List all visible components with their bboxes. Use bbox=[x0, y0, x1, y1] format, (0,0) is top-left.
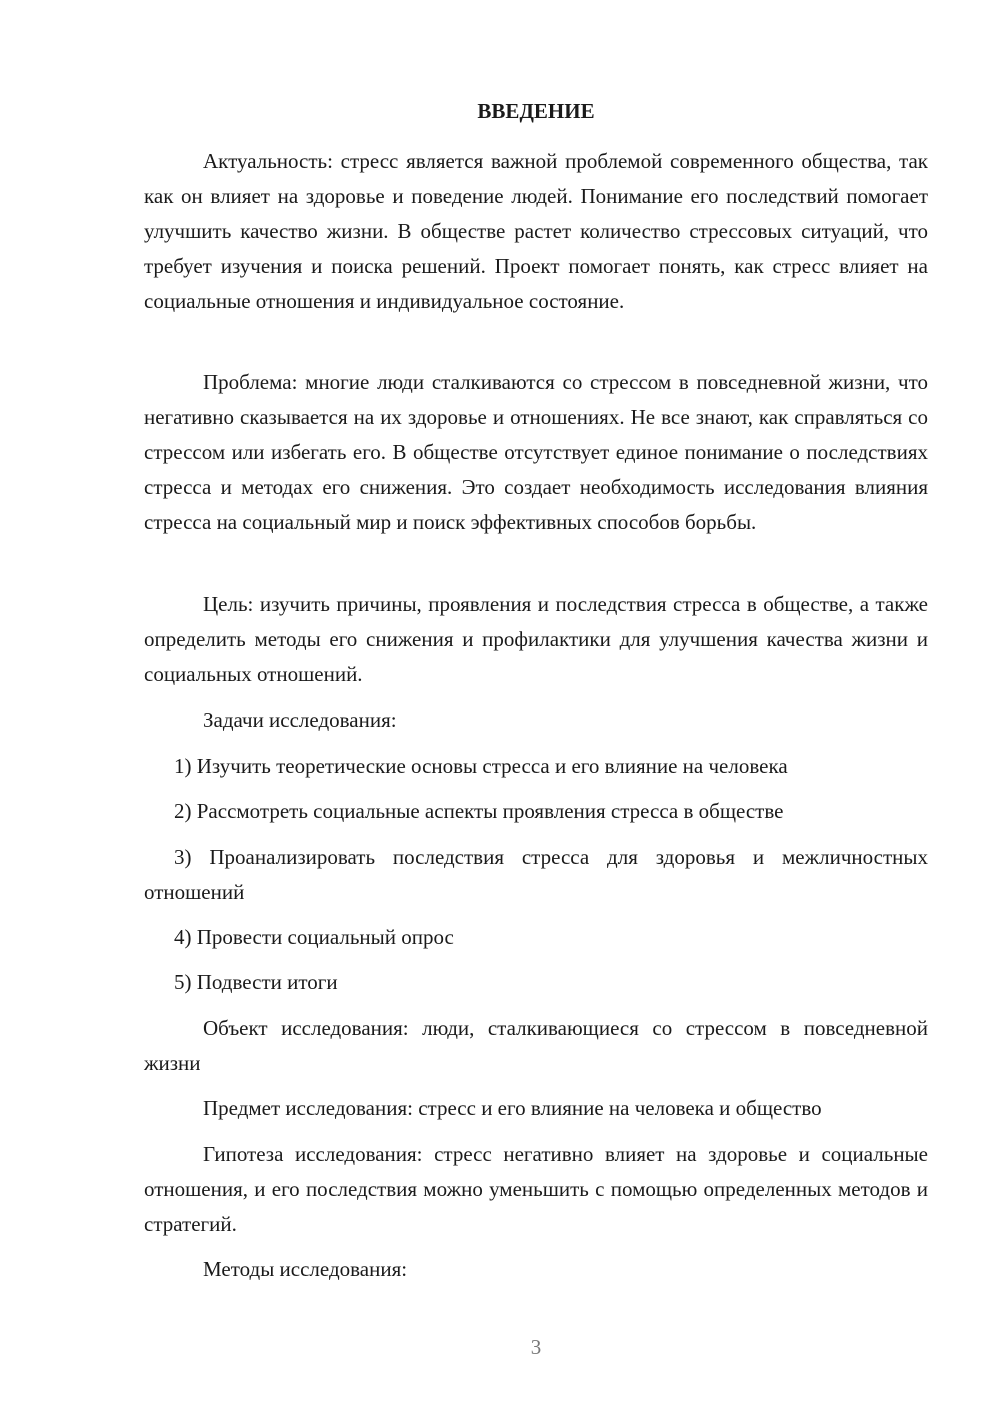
hypothesis-paragraph: Гипотеза исследования: стресс негативно влияет на здоровье и социальные отношения, и его последствия можно уменьшить с помощью определенных методов и стратегий. bbox=[144, 1142, 928, 1236]
subject-paragraph: Предмет исследования: стресс и его влияние на человека и общество bbox=[203, 1096, 822, 1120]
tasks-heading: Задачи исследования: bbox=[203, 708, 397, 732]
page-number: 3 bbox=[530, 1335, 542, 1359]
methods-heading: Методы исследования: bbox=[203, 1257, 408, 1281]
object-paragraph: Объект исследования: люди, сталкивающиеся со стрессом в повседневной жизни bbox=[144, 1016, 928, 1075]
task-item-4: 4) Провести социальный опрос bbox=[174, 925, 454, 949]
task-item-2: 2) Рассмотреть социальные аспекты проявления стресса в обществе bbox=[174, 799, 784, 823]
problem-paragraph: Проблема: многие люди сталкиваются со стрессом в повседневной жизни, что негативно сказывается на их здоровье и отношениях. Не все знают, как справляться со стрессом или избегать его. В обществе отсутствует единое понимание о последствиях стресса и методах его снижения. Это создает необходимость исследования влияния стресса на социальный мир и поиск эффективных способов борьбы. bbox=[144, 370, 928, 534]
goal-paragraph: Цель: изучить причины, проявления и последствия стресса в обществе, а также определить методы его снижения и профилактики для улучшения качества жизни и социальных отношений. bbox=[144, 592, 928, 686]
section-title: ВВЕДЕНИЕ bbox=[477, 99, 595, 123]
task-item-5: 5) Подвести итоги bbox=[174, 970, 338, 994]
relevance-paragraph: Актуальность: стресс является важной проблемой современного общества, так как он влияет на здоровье и поведение людей. Понимание его последствий помогает улучшить качество жизни. В обществе растет количество стрессовых ситуаций, что требует изучения и поиска решений. Проект помогает понять, как стресс влияет на социальные отношения и индивидуальное состояние. bbox=[144, 149, 928, 313]
task-item-3: 3) Проанализировать последствия стресса для здоровья и межличностных отношений bbox=[144, 845, 928, 904]
task-item-1: 1) Изучить теоретические основы стресса и его влияние на человека bbox=[174, 754, 788, 778]
